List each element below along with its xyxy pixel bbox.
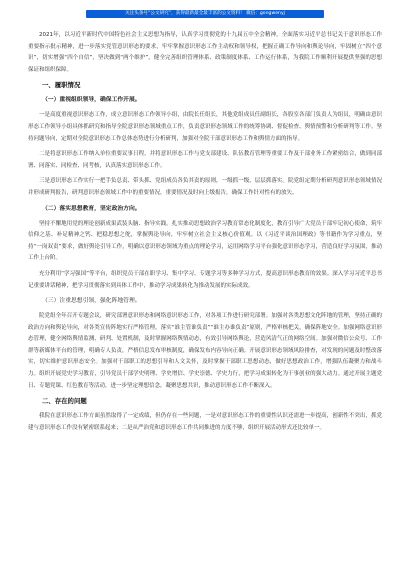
paragraph: 三是意识形态工作实行一把手负总责、带头抓、党组成员各负其责的原则，一级抓一级，层层抓落实。院党组定期分析研判意识形态领域情况并形成研判报告，研判意识形态领域工作中的重要情况，重要情况及时向上级报告，确保工作针对性有的放矢。 xyxy=(28,178,382,196)
section-heading-problems: 二、存在的问题 xyxy=(42,397,87,406)
intro-paragraph: 2021年，以习近平新时代中国特色社会主义思想为指导，认真学习贯彻党的十九届五中全会精神，全面落实习近平总书记关于意识形态工作重要指示批示精神，进一步落实党管意识形态的要求，牢牢掌握意识形态工作主动权和领导权，把握正确工作导向和舆论导向，牢固树立“四个意识”，切实增强“四个自信”，坚决做到“两个维护”，健全完善组织管理体系、政策制度体系、工作运行体系，为我院工作顺利开展提供坚强的思想保证和组织保障。 xyxy=(28,32,382,73)
paragraph: 充分利用“学习强国”等平台，组织党员干部在职学习、集中学习、专题学习等多种学习方式，提高意识形态教育的效果。深入学习习近平总书记重要讲话精神，把学习贯彻落实到具体工作中，推动学习成果转化为推动发展的实际成效。 xyxy=(28,270,382,289)
watermark-banner: 关注头条号“公文研究”，获得最新最全最丰富的公文资料！ 微信：gongwenyj xyxy=(86,10,324,18)
subsection-heading-education: （二）落实思想教育，坚定政治方向。 xyxy=(42,205,141,212)
paragraph: 我院在意识形态工作方面虽然取得了一定成绩，但仍存在一些问题，一是对意识形态工作的重要性认识还需进一步提高，创新性不突出，抓党建与意识形态工作没有紧密联系起来；二是从严治党和意识形态工作共同推进的力度不够，组织开展活动形式还比较单一。 xyxy=(28,413,382,431)
paragraph: 一是高度重视意识形态工作，成立意识形态工作领导小组，由院长任组长，其他党组成员任副组长，各股室各部门负责人为组员，明确由意识形态工作领导小组具体抓研究和指导全院意识形态领域重点工作，负责意识形态领域工作的统筹协调、督促检查、舆情预警和分析研判等工作。坚持问题导向，定期对全院意识形态工作总体态势进行分析研判，加强对全院干部意识形态工作和舆情方面的指导。 xyxy=(28,112,382,142)
paragraph: 二是将意识形态工作纳入单位重要议事日程，并将意识形态工作与党支部建设、队伍教育管理等重要工作及干部业务工作紧密结合，做到同部署、同落实、同检查、同考核，认真落实意识形态工作。 xyxy=(28,151,382,169)
paragraph: 院党组全年召开专题会议，研究部署意识形态和网络意识形态工作，对各项工作进行研究部署。加强对各类思想文化阵地的管理，坚持正确的政治方向和舆论导向，对各类宣传阵地实行严格管理，落实“谁主管谁负责”“谁主办谁负责”原则，严格审核把关，确保阵地安全。加强网络意识形态管理，健全网络舆情监测、研判、处置机制，及时掌握网络舆情动态，有效引导网络舆论，营造风清气正的网络空间。加强对微信公众号、工作群等新媒体平台的管理，明确专人负责，严格信息发布审核制度，确保发布内容导向正确。开展意识形态领域风险排查，对发现的问题及时整改落实，切实维护意识形态安全。加强对干部职工的思想引导和人文关怀，及时掌握干部职工思想动态，做好思想政治工作，增强队伍凝聚力和战斗力。组织开展党史学习教育，引导党员干部学史明理、学史增信、学史崇德、学史力行，把学习成果转化为干事创业的强大动力。通过开展主题党日、专题党课、红色教育等活动，进一步坚定理想信念，凝聚思想共识，推动意识形态工作不断深入。 xyxy=(28,313,382,389)
paragraph: 坚持不懈地用党的理论创新成果武装头脑、指导实践。扎实推动思想政治学习教育常态化制度化，教育引导广大党员干部牢记初心使命，筑牢信仰之基、补足精神之钙、把稳思想之舵，掌握舆论导向，牢牢树立社会主义核心价值观。以《习近平谈治国理政》等书籍作为学习重点，坚持“一岗双责”要求，做好舆论引导工作，明确以意识形态领域为重点的理论学习，运用网络学习平台强化意识形态学习，营造良好学习氛围，推动工作上台阶。 xyxy=(28,220,382,262)
section-heading-performance: 一、履职情况 xyxy=(42,81,81,90)
subsection-heading-guidance: （三）注重思想引领，强化阵地管理。 xyxy=(42,298,141,305)
subsection-heading-leadership: （一）重视组织领导，确保工作开展。 xyxy=(42,97,141,104)
